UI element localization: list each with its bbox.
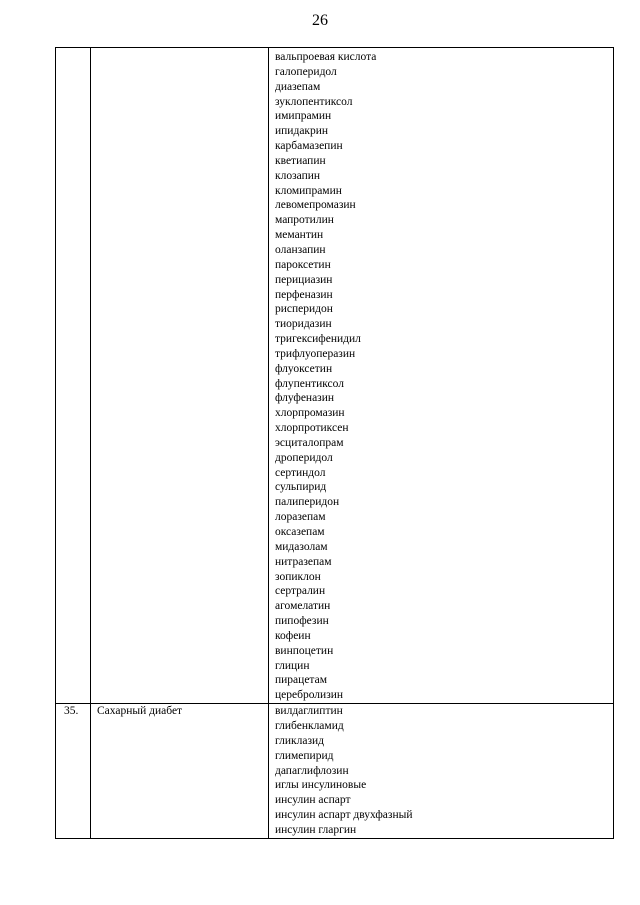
drug-name: галоперидол	[275, 65, 337, 78]
drug-name: кветиапин	[275, 154, 326, 167]
drug-name: карбамазепин	[275, 140, 343, 153]
disease-name	[91, 48, 269, 704]
row-number: 35.	[56, 704, 91, 839]
drug-name: трифлуоперазин	[275, 347, 356, 360]
drug-name: палиперидон	[275, 496, 340, 509]
drug-name: тиоридазин	[275, 318, 332, 331]
drug-name: нитразепам	[275, 555, 332, 568]
drug-list	[269, 48, 614, 704]
drug-name: пипофезин	[275, 615, 329, 628]
drug-name: оксазепам	[275, 526, 325, 538]
drug-name: имипрамин	[275, 110, 332, 123]
drug-name: глимепирид	[275, 749, 334, 762]
drug-name: сертиндол	[275, 466, 326, 479]
table-row	[56, 48, 614, 704]
drug-name: мемантин	[275, 229, 324, 242]
drug-name: клозапин	[275, 169, 321, 182]
page-number: 26	[312, 12, 328, 29]
drug-table	[55, 47, 614, 839]
row-number	[56, 48, 91, 704]
drug-name: дапаглифлозин	[275, 764, 349, 777]
drug-name: диазепам	[275, 80, 321, 93]
drug-name: флуоксетин	[275, 362, 333, 375]
drug-name: агомелатин	[275, 600, 331, 613]
drug-name: пирацетам	[275, 674, 327, 687]
drug-name: винпоцетин	[275, 644, 334, 657]
drug-name: дроперидол	[275, 451, 333, 464]
drug-name: лоразепам	[275, 511, 326, 524]
drug-name: хлорпротиксен	[275, 422, 349, 435]
drug-name: сульпирид	[275, 481, 327, 494]
drug-name: инсулин аспарт двухфазный	[275, 809, 413, 822]
drug-name: зопиклон	[275, 570, 321, 583]
drug-name: мапротилин	[275, 214, 334, 227]
drug-name: церебролизин	[275, 689, 344, 702]
table-body	[56, 48, 614, 839]
drug-list	[269, 704, 614, 839]
drug-name: глибенкламид	[275, 719, 344, 732]
drug-name: перициазин	[275, 273, 333, 286]
drug-name: кломипрамин	[275, 184, 342, 197]
drug-name: флуфеназин	[275, 392, 335, 405]
drug-name: флупентиксол	[275, 377, 344, 390]
drug-name: пароксетин	[275, 258, 331, 271]
drug-name: гликлазид	[275, 734, 325, 747]
drug-name: мидазолам	[275, 540, 328, 553]
drug-name: кофеин	[275, 629, 311, 642]
drug-name: глицин	[275, 659, 310, 672]
drug-name: иглы инсулиновые	[275, 779, 367, 792]
drug-name: ипидакрин	[275, 125, 329, 138]
drug-name: рисперидон	[275, 303, 333, 316]
drug-name: инсулин гларгин	[275, 823, 357, 836]
drug-name: зуклопентиксол	[275, 95, 353, 108]
table-row	[56, 704, 614, 839]
drug-name: сертралин	[275, 585, 326, 598]
drug-name: тригексифенидил	[275, 333, 361, 346]
drug-name: левомепромазин	[275, 199, 356, 212]
drug-name: оланзапин	[275, 243, 326, 256]
drug-name: инсулин аспарт	[275, 794, 351, 807]
drug-name: хлорпромазин	[275, 407, 345, 420]
drug-name: вилдаглиптин	[275, 705, 343, 718]
drug-name: перфеназин	[275, 288, 333, 301]
drug-name: вальпроевая кислота	[275, 51, 377, 63]
disease-name: Сахарный диабет	[91, 704, 269, 839]
drug-name: эсциталопрам	[275, 436, 344, 449]
